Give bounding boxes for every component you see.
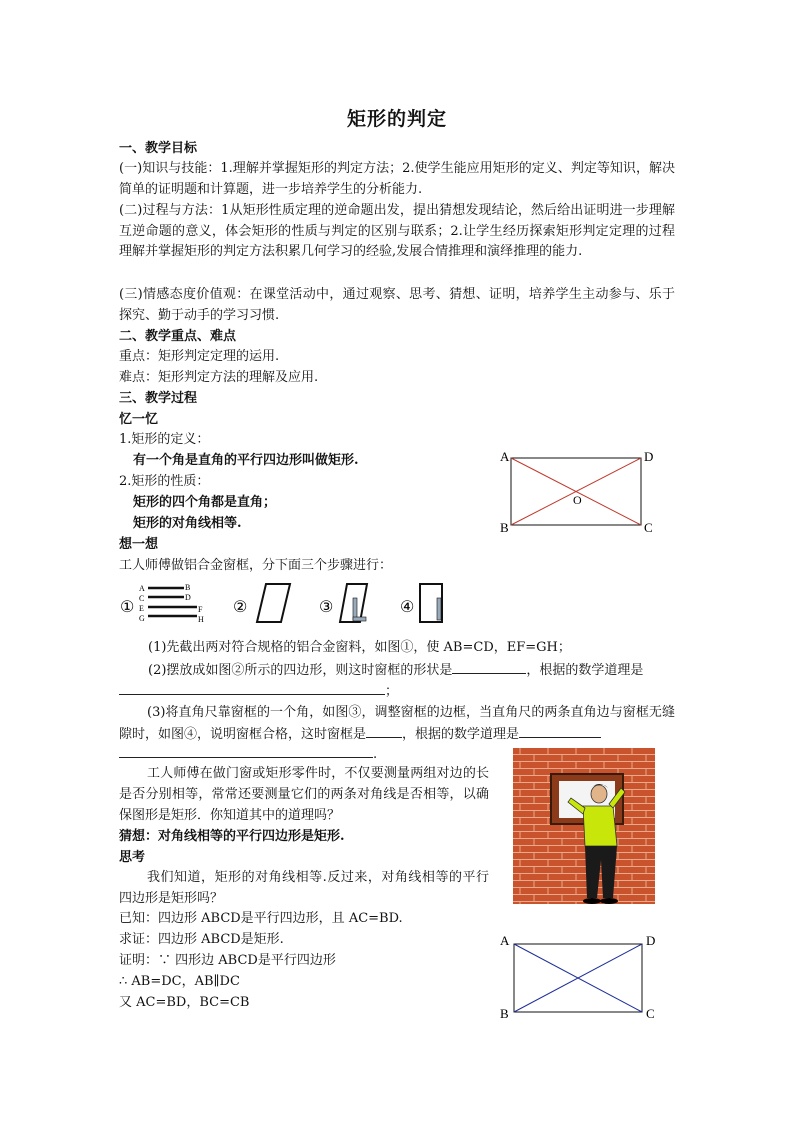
step-3-text-a: (3)将直角尺靠窗框的一个角，如图③，调整窗框的边框，当直角尺的两条直角边与窗框无缝隙时，如图④，说明窗框合格，这时窗框是: [119, 705, 675, 742]
vertex-c-2: C: [646, 1006, 655, 1021]
section-heading-keypoints: 二、教学重点、难点: [119, 329, 237, 344]
step-2-cont: [119, 681, 398, 702]
vertex-d-2: D: [646, 933, 656, 948]
vertex-b-2: B: [500, 1006, 509, 1021]
step-2-text-a: (2)摆放成如图②所示的四边形，则这时窗框的形状是: [148, 663, 453, 678]
answer-blank-shape[interactable]: [452, 660, 526, 674]
bar-label-d: D: [185, 593, 191, 602]
rectangle-figure-blue: [494, 930, 664, 1022]
right-angle-ruler-4: [437, 598, 441, 620]
figure-number-2: ②: [233, 599, 248, 616]
step-2: [148, 660, 643, 681]
worker-shirt: [583, 806, 617, 846]
property-angles: 矩形的四个角都是直角；: [133, 495, 277, 510]
difficult-point: 难点：矩形判定方法的理解及应用.: [119, 370, 319, 385]
figure-number-1: ①: [120, 599, 135, 616]
step-2-text-b: ，根据的数学道理是: [526, 663, 644, 678]
parallelogram-frame: [257, 584, 290, 622]
key-point: 重点：矩形判定定理的运用.: [119, 349, 280, 364]
center-o: O: [573, 493, 582, 507]
definition-label: 1.矩形的定义：: [119, 432, 210, 447]
step-1: (1)先截出两对符合规格的铝合金窗料，如图①，使 AB=CD，EF=GH；: [148, 640, 571, 655]
vertex-d: D: [644, 449, 654, 464]
worker-shoe-right: [600, 898, 618, 904]
rectangle-figure-red: [494, 446, 664, 536]
bar-label-g: G: [139, 614, 145, 623]
bar-label-h: H: [198, 615, 204, 624]
figure-number-3: ③: [319, 599, 334, 616]
measure-paragraph: 工人师傅在做门窗或矩形零件时，不仅要测量两组对边的长是否分别相等，常常还要测量它们的两条对角线是否相等，以确保图形是矩形．你知道其中的道理吗？: [119, 766, 489, 823]
bar-label-f: F: [198, 605, 203, 614]
answer-blank-reason-1[interactable]: [119, 681, 385, 695]
answer-blank-reason-2[interactable]: [519, 724, 601, 738]
vertex-a-2: A: [500, 933, 510, 948]
bar-label-b: B: [185, 583, 191, 592]
goal-process: (二)过程与方法：1从矩形性质定理的逆命题出发，提出猜想发现结论，然后给出证明进一步理解互逆命题的意义，体会矩形的性质与判定的区别与联系；2.让学生经历探索矩形判定定理的过程理解并掌握矩形的判定方法积累几何学习的经验,发展合情推理和演绎推理的能力.: [119, 203, 675, 259]
conjecture: 猜想：对角线相等的平行四边形是矩形.: [119, 829, 345, 844]
figure-number-4: ④: [400, 599, 415, 616]
prove-statement: 求证：四边形 ABCD是矩形.: [119, 932, 284, 947]
step-3-end: .: [373, 747, 378, 762]
subheading-think: 想一想: [119, 537, 159, 552]
section-heading-goals: 一、教学目标: [119, 141, 198, 156]
step-3: [119, 703, 675, 745]
property-diagonals: 矩形的对角线相等.: [133, 516, 242, 531]
proof-line-2: ∴ AB=DC，AB∥DC: [119, 974, 240, 989]
section-heading-process: 三、教学过程: [119, 391, 198, 406]
subheading-recall: 忆一忆: [119, 412, 159, 427]
step-3-cont: [119, 744, 377, 765]
bar-label-e: E: [139, 604, 144, 613]
answer-blank-reason-2-cont[interactable]: [119, 744, 373, 758]
worker-illustration: [513, 748, 655, 908]
goal-knowledge: (一)知识与技能：1.理解并掌握矩形的判定方法；2.使学生能应用矩形的定义、判定等知识，解决简单的证明题和计算题，进一步培养学生的分析能力.: [119, 161, 675, 197]
step-3-text-b: ，根据的数学道理是: [402, 726, 520, 742]
right-angle-ruler-3-base: [353, 617, 366, 621]
answer-blank-shape-2[interactable]: [366, 724, 402, 738]
goal-attitude: (三)情感态度价值观：在课堂活动中，通过观察、思考、猜想、证明，培养学生主动参与、乐于探究、勤于动手的学习习惯.: [119, 287, 675, 323]
subheading-ponder: 思考: [119, 850, 146, 865]
property-label: 2.矩形的性质：: [119, 474, 210, 489]
bar-label-a: A: [139, 584, 145, 593]
bar-label-c: C: [139, 594, 145, 603]
step-2-end: ；: [385, 684, 399, 699]
worker-shoe-left: [583, 898, 601, 904]
definition-text: 有一个角是直角的平行四边形叫做矩形.: [133, 453, 359, 468]
worker-intro: 工人师傅做铝合金窗框，分下面三个步骤进行：: [119, 558, 393, 573]
vertex-c: C: [644, 520, 653, 535]
proof-line-1: 证明：∵ 四形边 ABCD是平行四边形: [119, 953, 336, 968]
steps-figures: [118, 578, 463, 628]
given-statement: 已知：四边形 ABCD是平行四边形，且 AC=BD.: [119, 911, 403, 926]
vertex-b: B: [500, 520, 509, 535]
proof-line-3: 又 AC=BD，BC=CB: [119, 995, 250, 1010]
page-title: 矩形的判定: [346, 108, 447, 130]
worker-head: [591, 785, 607, 803]
vertex-a: A: [500, 449, 510, 464]
ponder-text: 我们知道，矩形的对角线相等.反过来，对角线相等的平行四边形是矩形吗？: [119, 870, 489, 906]
